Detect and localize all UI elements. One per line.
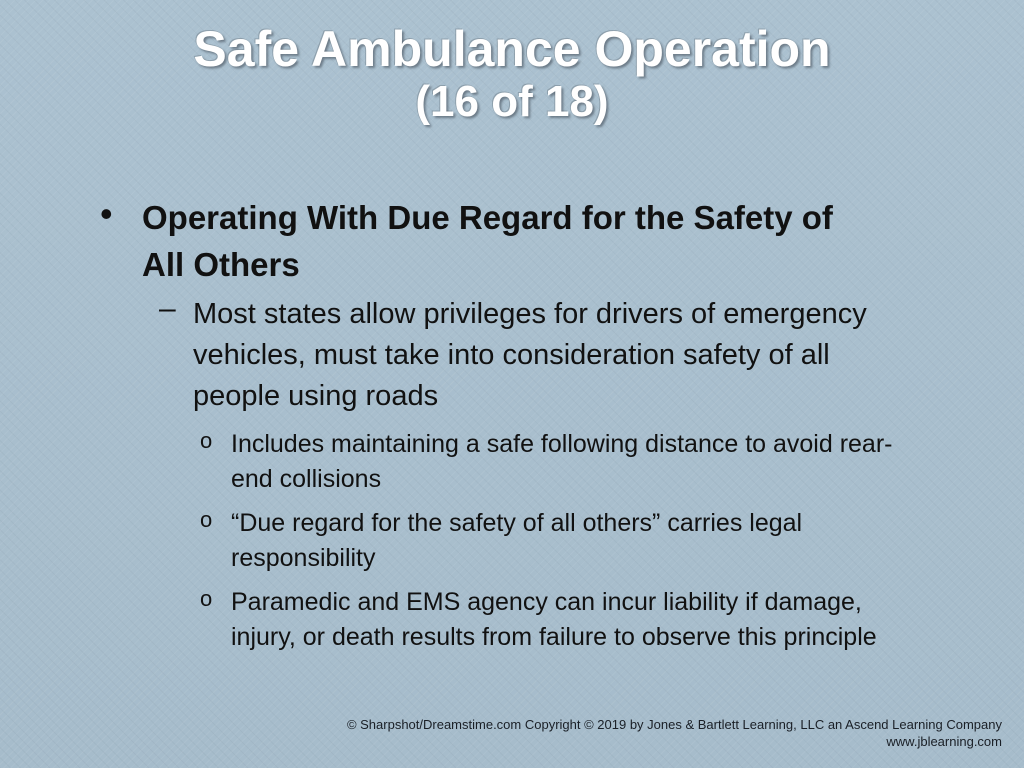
circle-bullet-marker: o xyxy=(200,428,213,453)
publisher-url: www.jblearning.com xyxy=(886,734,1002,749)
slide-footer xyxy=(347,716,1002,750)
copyright-notice: © Sharpshot/Dreamstime.com Copyright © 2019 by Jones & Bartlett Learning, LLC an Ascend Learning Company xyxy=(346,717,1002,732)
main-bullet xyxy=(100,194,842,288)
main-bullet-text: Operating With Due Regard for the Safety of All Others xyxy=(142,199,833,283)
slide-title-counter: (16 of 18) xyxy=(415,77,609,126)
detail-item xyxy=(200,585,931,655)
detail-item-text: Includes maintaining a safe following distance to avoid rear-end collisions xyxy=(231,430,893,493)
slide-title xyxy=(0,22,1024,128)
bullet-marker: • xyxy=(100,193,113,234)
sub-bullet xyxy=(159,288,903,417)
detail-item xyxy=(200,506,931,576)
detail-item xyxy=(200,427,931,497)
dash-marker: – xyxy=(159,292,176,325)
circle-bullet-marker: o xyxy=(200,586,213,611)
detail-item-text: Paramedic and EMS agency can incur liability if damage, injury, or death results from failure to observe this principle xyxy=(231,588,877,651)
circle-bullet-marker: o xyxy=(200,507,213,532)
slide-title-main: Safe Ambulance Operation xyxy=(193,21,831,77)
slide-content xyxy=(100,194,940,655)
sub-bullet-text: Most states allow privileges for drivers of emergency vehicles, must take into consideration safety of all people using roads xyxy=(193,298,867,412)
detail-item-text: “Due regard for the safety of all others” carries legal responsibility xyxy=(231,509,803,572)
